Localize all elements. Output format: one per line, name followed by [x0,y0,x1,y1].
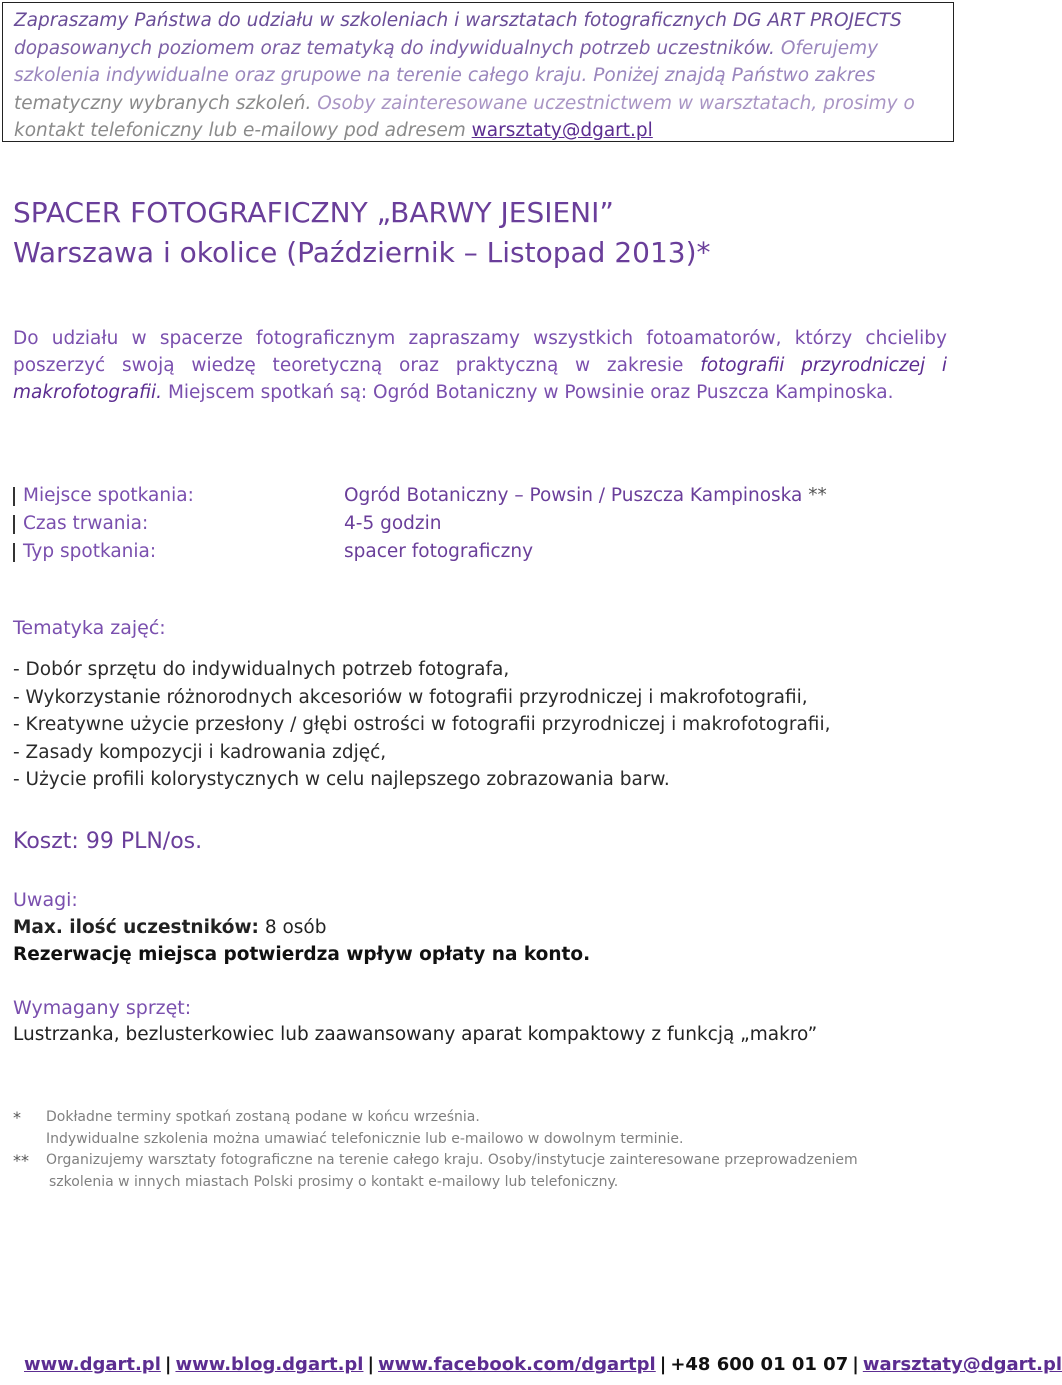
footer-facebook-link[interactable]: www.facebook.com/dgartpl [378,1354,656,1375]
intro-line-1: Zapraszamy Państwa do udziału w szkoleniach i warsztatach fotograficznych DG ART PROJECTS [14,10,902,31]
info-bar [13,515,15,534]
footer-site-link[interactable]: www.dgart.pl [24,1354,161,1375]
intro-line-4a: tematyczny wybranych szkoleń. [14,92,312,114]
max-value: 8 osób [264,917,327,938]
info-value: spacer fotograficzny [344,541,534,562]
footer-separator: | [852,1354,859,1375]
description-part-2: Miejscem spotkań są: Ogród Botaniczny w Powsinie oraz Puszcza Kampinoska. [167,382,894,403]
intro-line-3: szkolenia indywidualne oraz grupowe na terenie całego kraju. Poniżej znajdą Państwo zakres [14,65,876,86]
footer-separator: | [367,1354,375,1375]
info-label: Czas trwania: [23,513,149,534]
list-item: - Zasady kompozycji i kadrowania zdjęć, [13,741,387,763]
list-item: - Kreatywne użycie przesłony / głębi ostrości w fotografii przyrodniczej i makrofotografii, [13,714,831,736]
footer-email-link[interactable]: warsztaty@dgart.pl [862,1354,1062,1375]
info-label: Typ spotkania: [23,541,157,562]
page-title: SPACER FOTOGRAFICZNY „BARWY JESIENI” [13,196,614,229]
footer-separator: | [659,1354,667,1375]
footer [24,1354,1062,1375]
info-row-duration [13,510,947,538]
description-part-1: Do udziału w spacerze fotograficznym zapraszamy wszystkich fotoamatorów, którzy chcieliby poszerzyć swoją wiedzę teoretyczną oraz praktyczną w zakresie [13,328,947,376]
intro-line-2a: dopasowanych poziomem oraz tematyką do indywidualnych potrzeb uczestników. [14,37,775,59]
intro-line-4b: Osoby zainteresowane uczestnictwem w warsztatach, prosimy o [317,92,915,114]
list-item: - Dobór sprzętu do indywidualnych potrzeb fotografa, [13,659,510,680]
intro-line-4 [14,90,944,118]
footnote-mark: ** [13,1151,29,1170]
info-label: Miejsce spotkania: [23,485,194,506]
cost: Koszt: 99 PLN/os. [13,829,203,854]
info-bar [13,543,15,562]
footer-phone: +48 600 01 01 07 [670,1354,849,1375]
info-bar [13,487,15,506]
info-value [344,482,827,510]
list-item: - Wykorzystanie różnorodnych akcesoriów w fotografii przyrodniczej i makrofotografii, [13,686,808,708]
topics-list [13,656,830,794]
topics-heading: Tematyka zajęć: [13,617,166,639]
intro-email-link[interactable]: warsztaty@dgart.pl [471,120,653,141]
footnote-text: Dokładne terminy spotkań zostaną podane w końcu września. [46,1109,480,1125]
description [13,325,947,406]
equipment-heading: Wymagany sprzęt: [13,997,192,1019]
info-value: 4-5 godzin [344,513,442,534]
footnote-text: Organizujemy warsztaty fotograficzne na terenie całego kraju. Osoby/instytucje zainteresowane przeprowadzeniem [46,1152,858,1168]
footnote-text: szkolenia w innych miastach Polski prosimy o kontakt e-mailowy lub telefoniczny. [49,1173,619,1190]
list-item: - Użycie profili kolorystycznych w celu najlepszego zobrazowania barw. [13,769,670,791]
info-row-type [13,538,947,566]
footnote-mark: * [13,1108,21,1127]
notes-heading: Uwagi: [13,889,78,911]
equipment-text: Lustrzanka, bezlusterkowiec lub zaawansowany aparat kompaktowy z funkcją „makro” [13,1024,818,1045]
footer-separator: | [164,1354,172,1375]
info-row-place [13,482,947,510]
reservation-note: Rezerwację miejsca potwierdza wpływ opłaty na konto. [13,944,591,965]
intro-line-5-text: kontakt telefoniczny lub e-mailowy pod adresem [14,120,466,141]
intro-line-2b: Oferujemy [780,37,879,59]
footnote-text: Indywidualne szkolenia można umawiać telefonicznie lub e-mailowo w dowolnym terminie. [46,1130,684,1147]
intro-box [2,2,954,142]
info-value-text: Ogród Botaniczny – Powsin / Puszcza Kampinoska [344,485,803,506]
intro-line-2 [14,35,944,63]
info-table [13,482,947,566]
description-italic: fotografii przyrodniczej i makrofotografii. [13,355,947,403]
max-participants [13,917,327,938]
footer-blog-link[interactable]: www.blog.dgart.pl [175,1354,364,1375]
info-value-suffix: ** [808,485,827,506]
max-label: Max. ilość uczestników: [13,917,259,938]
intro-line-5 [14,117,944,145]
page-subtitle: Warszawa i okolice (Październik – Listopad 2013)* [13,236,711,269]
